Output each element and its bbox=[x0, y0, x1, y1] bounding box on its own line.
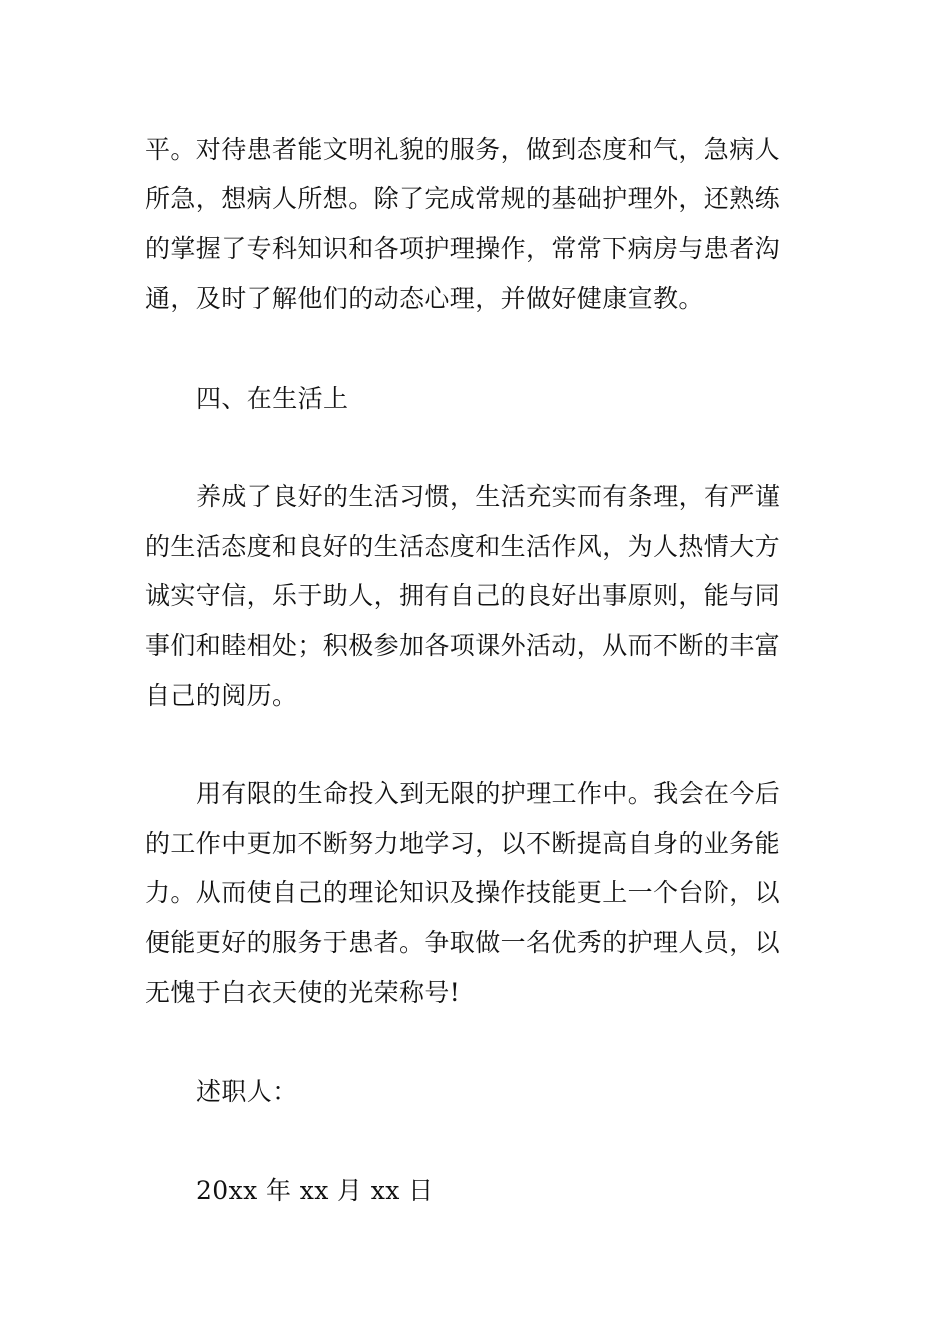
signature-label: 述职人： bbox=[196, 1077, 298, 1106]
paragraph-line: 平。对待患者能文明礼貌的服务，做到态度和气，急病人 bbox=[145, 135, 781, 164]
paragraph-line: 所急，想病人所想。除了完成常规的基础护理外，还熟练 bbox=[145, 184, 781, 213]
paragraph-line: 诚实守信，乐于助人，拥有自己的良好出事原则，能与同 bbox=[145, 581, 781, 610]
paragraph-line: 自己的阅历。 bbox=[145, 681, 298, 710]
paragraph-line: 事们和睦相处；积极参加各项课外活动，从而不断的丰富 bbox=[145, 631, 781, 660]
paragraph-line: 的工作中更加不断努力地学习，以不断提高自身的业务能 bbox=[145, 829, 781, 858]
paragraph-line: 力。从而使自己的理论知识及操作技能更上一个台阶，以 bbox=[145, 878, 781, 907]
paragraph-line: 便能更好的服务于患者。争取做一名优秀的护理人员，以 bbox=[145, 928, 781, 957]
paragraph-line: 用有限的生命投入到无限的护理工作中。我会在今后 bbox=[196, 779, 781, 808]
paragraph-line: 的生活态度和良好的生活态度和生活作风，为人热情大方 bbox=[145, 532, 781, 561]
section-heading: 四、在生活上 bbox=[196, 384, 349, 413]
paragraph-line: 的掌握了专科知识和各项护理操作，常常下病房与患者沟 bbox=[145, 234, 781, 263]
paragraph-line: 养成了良好的生活习惯，生活充实而有条理，有严谨 bbox=[196, 482, 781, 511]
date-line: 20xx 年 xx 月 xx 日 bbox=[196, 1176, 434, 1205]
paragraph-line: 通，及时了解他们的动态心理，并做好健康宣教。 bbox=[145, 284, 704, 313]
paragraph-line: 无愧于白衣天使的光荣称号! bbox=[145, 978, 461, 1007]
